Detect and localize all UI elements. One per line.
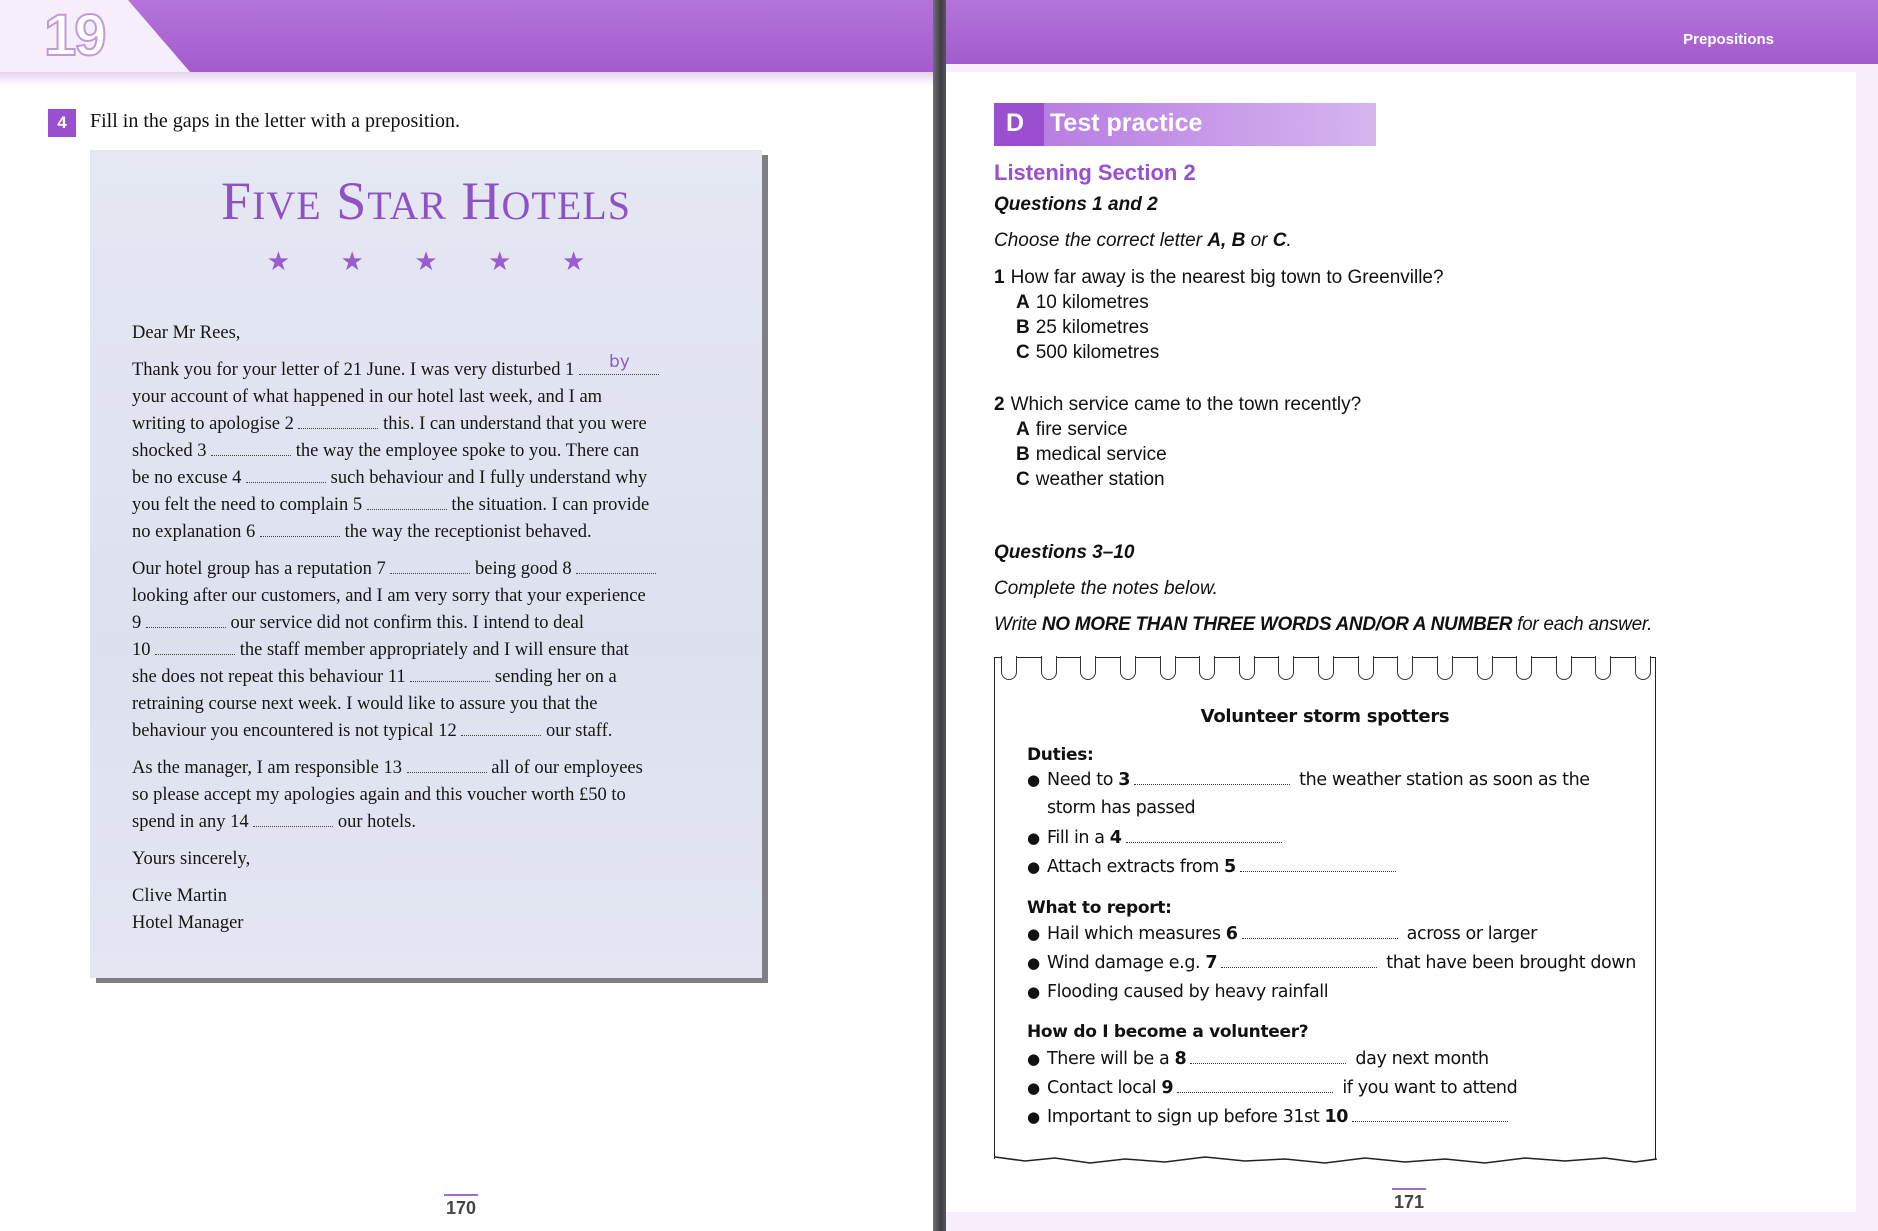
gap-14[interactable] <box>253 811 333 827</box>
answer-gap-5[interactable] <box>1240 858 1396 872</box>
gap-12[interactable] <box>461 720 541 736</box>
note-item-9: ● Contact local 9 if you want to attend <box>1027 1078 1518 1098</box>
answer-gap-6[interactable] <box>1242 925 1398 939</box>
letter-paragraph-1: Thank you for your letter of 21 June. I was very disturbed 1 by your account of what happened in our hotel last week, and I am writing to apologise 2 this. I can understand that you were shocked 3 the way the employee spoke to you. There can be no excuse 4 such behaviour and I fully understand why you felt the need to complain 5 the situation. I can provide no explanation 6 the way the receptionist behaved. <box>132 357 732 546</box>
section-letter: D <box>1006 109 1025 137</box>
answer-gap-7[interactable] <box>1221 954 1377 968</box>
unit-number: 19 <box>44 3 105 68</box>
letter-body <box>132 320 732 947</box>
page-number-right: 171 <box>1394 1192 1425 1212</box>
notes-title: Volunteer storm spotters <box>1200 706 1450 727</box>
questions-1-2-instruction: Choose the correct letter A, B or C. <box>994 230 1292 251</box>
note-item-10: ● Important to sign up before 31st 10 <box>1027 1103 1512 1131</box>
answer-gap-3[interactable] <box>1134 771 1290 785</box>
question-1: 1 How far away is the nearest big town to Greenville? A 10 kilometres B 25 kilometres C 500 kilometres <box>994 267 1444 363</box>
gap-4[interactable] <box>246 467 326 483</box>
gap-5[interactable] <box>367 494 447 510</box>
gap-8[interactable] <box>576 558 656 574</box>
gap-2[interactable] <box>298 413 378 429</box>
option-c[interactable]: C 500 kilometres <box>1016 342 1160 363</box>
note-item-8: ● There will be a 8 day next month <box>1027 1049 1489 1069</box>
answer-gap-4[interactable] <box>1126 829 1282 843</box>
answer-gap-10[interactable] <box>1352 1108 1508 1122</box>
duties-heading: Duties: <box>1027 745 1094 765</box>
letter-paragraph-3: As the manager, I am responsible 13 all of our employees so please accept my apologies again and this voucher worth £50 to spend in any 14 our hotels. <box>132 758 643 832</box>
word-limit-instruction: Write NO MORE THAN THREE WORDS AND/OR A NUMBER for each answer. <box>994 614 1653 635</box>
book-spine <box>933 0 946 1231</box>
section-title: Test practice <box>1050 109 1203 137</box>
notes-card <box>994 657 1656 1159</box>
note-item-6: ● Hail which measures 6 across or larger <box>1027 924 1537 944</box>
note-item-3: ● Need to 3 the weather station as soon as the storm has passed <box>1027 770 1590 818</box>
gap-7[interactable] <box>390 558 470 574</box>
note-item-5: ● Attach extracts from 5 <box>1027 853 1400 881</box>
right-page <box>946 0 1878 1231</box>
question-2: 2 Which service came to the town recently? A fire service B medical service C weather station <box>994 394 1362 490</box>
note-item-flooding: ● Flooding caused by heavy rainfall <box>1027 982 1329 1002</box>
gap-9[interactable] <box>146 612 226 628</box>
letter-title: FIVE STAR HOTELS <box>221 171 631 231</box>
answer-gap-9[interactable] <box>1177 1079 1333 1093</box>
exercise-instruction: Fill in the gaps in the letter with a preposition. <box>90 110 460 132</box>
letter-signer-name: Clive Martin <box>132 886 228 906</box>
right-page-content <box>946 72 1856 1212</box>
questions-3-10-instruction: Complete the notes below. <box>994 578 1218 599</box>
questions-3-10-heading: Questions 3–10 <box>994 542 1135 563</box>
hotel-letter <box>90 150 762 978</box>
letter-closing: Yours sincerely, <box>132 849 251 869</box>
handwritten-answer: by <box>608 352 630 372</box>
gap-3[interactable] <box>211 440 291 456</box>
gap-13[interactable] <box>407 757 487 773</box>
gap-6[interactable] <box>260 521 340 537</box>
questions-1-2-heading: Questions 1 and 2 <box>994 194 1158 215</box>
exercise-number: 4 <box>48 109 76 137</box>
option-a[interactable]: A fire service <box>1016 419 1128 440</box>
option-a[interactable]: A 10 kilometres <box>1016 292 1149 313</box>
option-b[interactable]: B medical service <box>1016 444 1167 465</box>
option-b[interactable]: B 25 kilometres <box>1016 317 1149 338</box>
letter-greeting: Dear Mr Rees, <box>132 323 241 343</box>
report-heading: What to report: <box>1027 898 1172 918</box>
chapter-title: Prepositions <box>1683 31 1774 48</box>
letter-paragraph-2: Our hotel group has a reputation 7 being good 8 looking after our customers, and I am very sorry that your experience 9 our service did not confirm this. I intend to deal 10 the staff member appropriately and I will ensure that she does not repeat this behaviour 11 sending her on a retraining course next week. I would like to assure you that the behaviour you encountered is not typical 12 our staff. <box>132 556 732 745</box>
torn-edge-icon <box>995 1153 1657 1167</box>
listening-title: Listening Section 2 <box>994 160 1196 185</box>
note-item-4: ● Fill in a 4 <box>1027 824 1286 852</box>
section-heading <box>994 103 1376 146</box>
left-page <box>0 0 933 1231</box>
option-c[interactable]: C weather station <box>1016 469 1165 490</box>
page-number-left: 170 <box>446 1198 477 1218</box>
gap-10[interactable] <box>155 639 235 655</box>
gap-11[interactable] <box>410 666 490 682</box>
spiral-binding-icon <box>1001 656 1651 684</box>
gap-1[interactable] <box>579 352 659 375</box>
answer-gap-8[interactable] <box>1190 1050 1346 1064</box>
volunteer-heading: How do I become a volunteer? <box>1027 1022 1309 1042</box>
note-item-7: ● Wind damage e.g. 7 that have been brought down <box>1027 953 1636 973</box>
five-stars-icon: ★ ★ ★ ★ ★ <box>266 247 608 276</box>
letter-signer-title: Hotel Manager <box>132 913 244 933</box>
